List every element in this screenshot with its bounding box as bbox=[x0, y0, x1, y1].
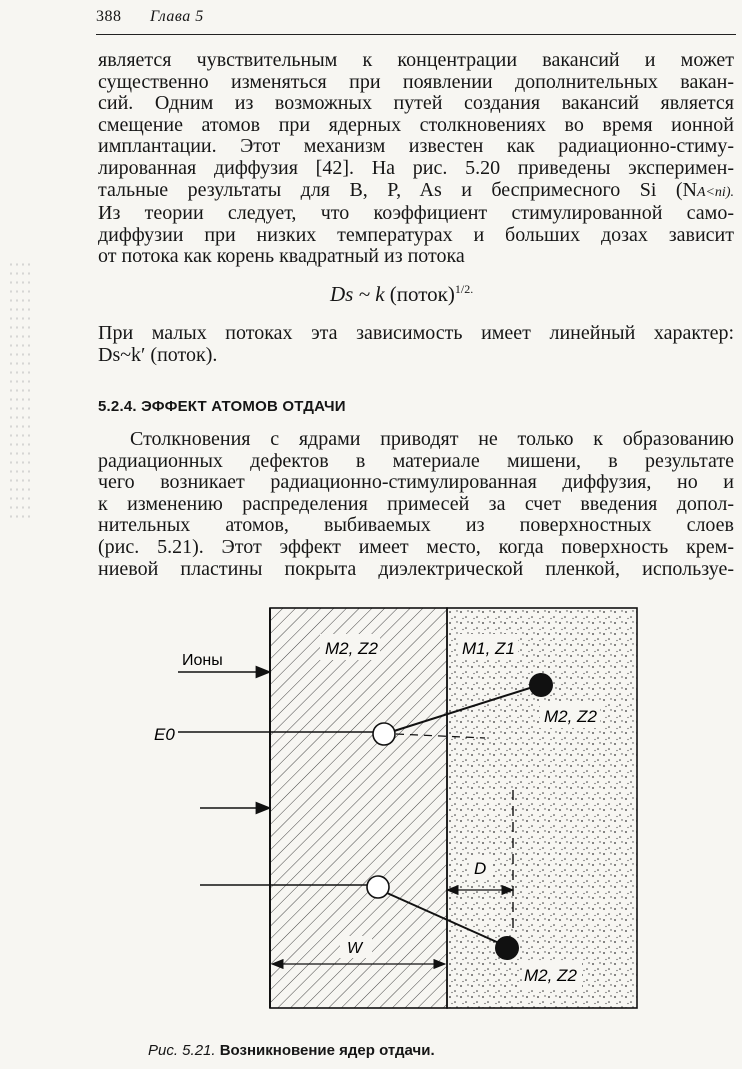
text-line: существенно изменяться при появлении дополнительных вакан- bbox=[98, 70, 734, 93]
text-line: радиационных дефектов в материале мишени, в результате bbox=[98, 449, 734, 472]
recoil-label-1: M2, Z2 bbox=[544, 707, 597, 726]
caption-text: Возникновение ядер отдачи. bbox=[219, 1042, 435, 1059]
text-line: имплантации. Этот механизм известен как радиационно-стиму- bbox=[98, 135, 734, 158]
formula-rel: ~ bbox=[358, 282, 370, 306]
text-line: диффузии при низких температурах и больших дозах зависит bbox=[98, 223, 734, 246]
text-line: Столкновения с ядрами приводят не только к образованию bbox=[130, 428, 734, 450]
text-line: Ds~k′ (поток). bbox=[98, 343, 218, 366]
text-line: от потока как корень квадратный из потока bbox=[98, 245, 465, 268]
page-number: 388 bbox=[96, 8, 122, 25]
text-line-start: тальные результаты для B, P, As и беспримесного Si (N bbox=[98, 178, 697, 201]
silicon-substrate bbox=[447, 608, 637, 1008]
text-line: сий. Одним из возможных путей создания вакансий является bbox=[98, 92, 734, 115]
formula-ds bbox=[330, 282, 473, 307]
text-line: (рис. 5.21). Этот эффект имеет место, когда поверхность крем- bbox=[98, 535, 734, 558]
text-line bbox=[98, 180, 734, 204]
margin-smudge bbox=[8, 260, 30, 520]
recoil-diagram bbox=[140, 598, 660, 1018]
recoil-figure bbox=[140, 598, 660, 1018]
width-label: W bbox=[347, 940, 363, 957]
paragraph-3 bbox=[98, 429, 734, 580]
caption-label: Рис. 5.21. bbox=[148, 1042, 216, 1059]
section-title: 5.2.4. ЭФФЕКТ АТОМОВ ОТДАЧИ bbox=[98, 398, 346, 415]
substrate-label: M1, Z1 bbox=[462, 639, 515, 658]
paragraph-1 bbox=[98, 50, 734, 268]
text-line: При малых потоках эта зависимость имеет линейный характер: bbox=[98, 322, 734, 344]
depth-label: D bbox=[474, 859, 487, 878]
formula-word: (поток) bbox=[389, 282, 455, 306]
recoil-atom-2 bbox=[495, 936, 519, 960]
text-line: Из теории следует, что коэффициент стимулированной само- bbox=[98, 202, 734, 225]
header-rule bbox=[96, 34, 736, 35]
text-line-tail: A<ni). bbox=[696, 184, 734, 200]
formula-k: k bbox=[375, 282, 385, 306]
text-line: лированная диффузия [42]. На рис. 5.20 приведены эксперимен- bbox=[98, 156, 734, 179]
paragraph-2 bbox=[98, 323, 734, 366]
text-line: нительных атомов, выбиваемых из поверхностных слоев bbox=[98, 514, 734, 537]
formula-lhs: Ds bbox=[330, 282, 354, 306]
text-line: ниевой пластины покрыта диэлектрической пленкой, используе- bbox=[98, 557, 734, 580]
text-line: смещение атомов при ядерных столкновениях во время ионной bbox=[98, 113, 734, 136]
figure-caption bbox=[148, 1042, 435, 1059]
ion-collision-2 bbox=[367, 876, 389, 898]
text-line: является чувствительным к концентрации вакансий и может bbox=[98, 49, 734, 71]
text-line: чего возникает радиационно-стимулированная диффузия, но и bbox=[98, 471, 734, 494]
ions-label: Ионы bbox=[182, 652, 223, 669]
chapter-title: Глава 5 bbox=[150, 8, 204, 25]
ion-collision-1 bbox=[373, 723, 395, 745]
e0-label: E0 bbox=[154, 725, 175, 744]
recoil-label-2: M2, Z2 bbox=[524, 966, 577, 985]
page-header bbox=[96, 6, 696, 32]
formula-power: 1/2. bbox=[454, 282, 474, 296]
film-label: M2, Z2 bbox=[325, 639, 378, 658]
text-line: к изменению распределения примесей за счет введения допол- bbox=[98, 492, 734, 515]
recoil-atom-1 bbox=[529, 673, 553, 697]
